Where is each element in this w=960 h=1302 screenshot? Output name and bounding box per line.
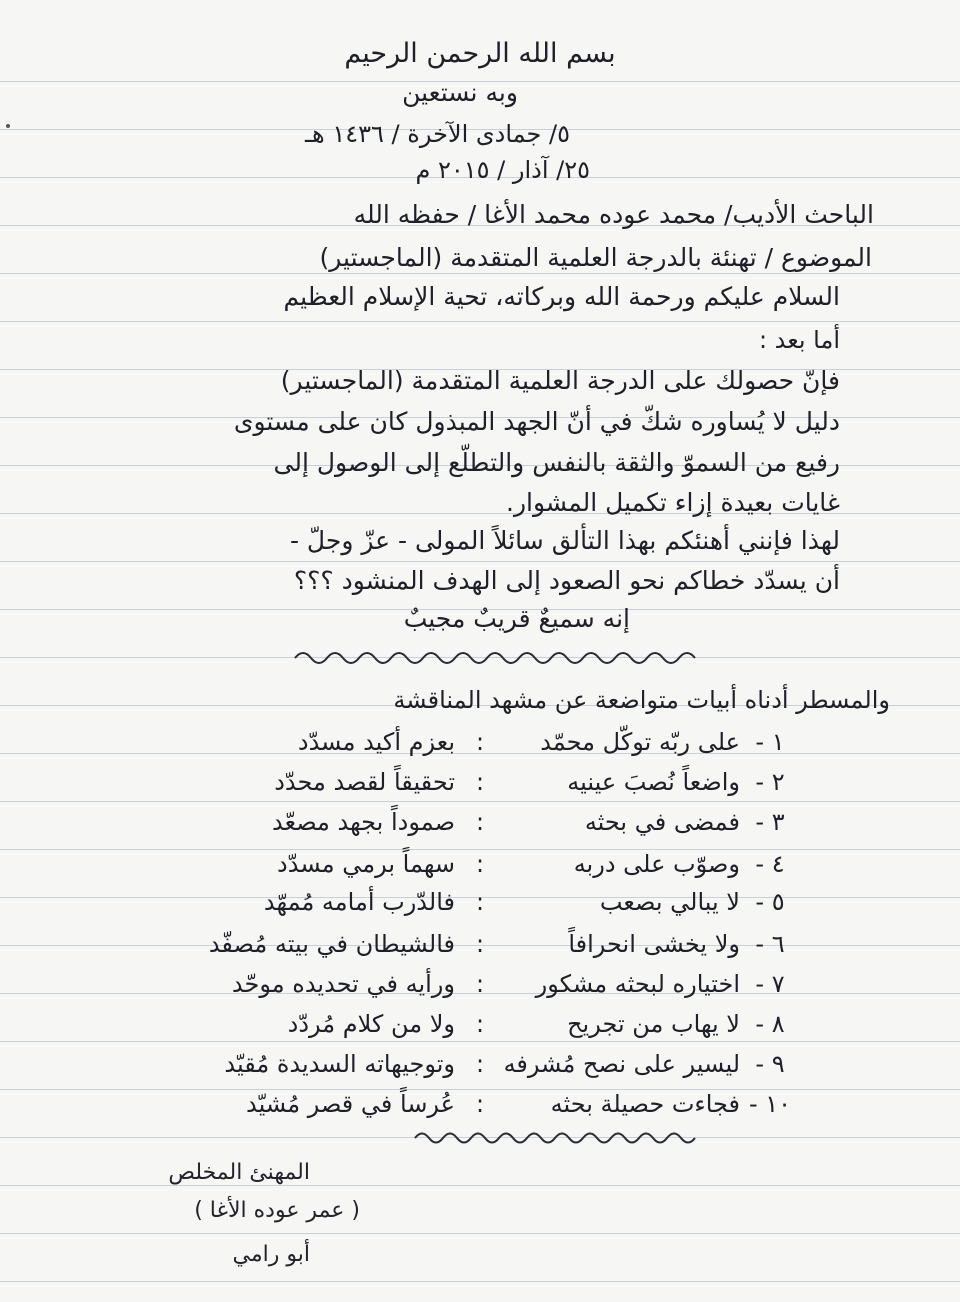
verse-row (140, 970, 800, 1006)
basmala: بسم الله الرحمن الرحيم (344, 38, 616, 69)
verse-first-hemistich: لا يبالي بصعب (599, 888, 740, 916)
verse-first-hemistich: على ربّه توكّل محمّد (540, 728, 740, 756)
verse-row (140, 930, 800, 966)
verses-intro: والمسطر أدناه أبيات متواضعة عن مشهد المناقشة (393, 686, 890, 714)
verse-separator: : (475, 1090, 485, 1118)
verse-first-hemistich: واضعاً نُصبَ عينيه (567, 768, 740, 796)
verse-first-hemistich: وصوّب على دربه (573, 850, 740, 878)
verse-row (140, 1090, 800, 1126)
verse-separator: : (475, 970, 485, 998)
verse-number: ٣ - (755, 808, 785, 836)
verse-second-hemistich: فالشيطان في بيته مُصفّد (208, 930, 455, 958)
verse-separator: : (475, 768, 485, 796)
verse-number: ١٠ - (748, 1090, 792, 1118)
verse-row (140, 1010, 800, 1046)
verse-first-hemistich: فمضى في بحثه (584, 808, 740, 836)
verse-second-hemistich: بعزم أكيد مسدّد (297, 728, 455, 756)
ornament-divider (410, 1124, 700, 1152)
verse-number: ٢ - (755, 768, 785, 796)
body-line: أن يسدّد خطاكم نحو الصعود إلى الهدف المنشود ؟؟؟ (293, 566, 840, 595)
verse-second-hemistich: تحقيقاً لقصد محدّد (274, 768, 455, 796)
gregorian-date: ٢٥/ آذار / ٢٠١٥ م (415, 156, 590, 184)
verse-separator: : (475, 1010, 485, 1038)
hijri-date: ٥/ جمادى الآخرة / ١٤٣٦ هـ (305, 120, 570, 148)
verse-row (140, 728, 800, 764)
verse-row (140, 808, 800, 844)
invocation: وبه نستعين (402, 78, 518, 107)
verse-number: ٨ - (755, 1010, 785, 1038)
verse-second-hemistich: صموداً بجهد مصعّد (272, 808, 455, 836)
verse-row (140, 888, 800, 924)
verse-separator: : (475, 808, 485, 836)
opening-line: أما بعد : (758, 326, 840, 354)
body-line: غايات بعيدة إزاء تكميل المشوار. (506, 488, 840, 517)
subject-line: الموضوع / تهنئة بالدرجة العلمية المتقدمة (الماجستير) (319, 243, 872, 272)
body-line: إنه سميعٌ قريبٌ مجيبٌ (403, 604, 630, 633)
addressee-line: الباحث الأديب/ محمد عوده محمد الأغا / حفظه الله (353, 200, 874, 229)
verse-row (140, 1050, 800, 1086)
verse-first-hemistich: ولا يخشى انحرافاً (568, 930, 740, 958)
verse-second-hemistich: فالدّرب أمامه مُمهّد (263, 888, 455, 916)
verse-number: ٦ - (755, 930, 785, 958)
verse-number: ٧ - (755, 970, 785, 998)
greeting-line: السلام عليكم ورحمة الله وبركاته، تحية الإسلام العظيم (283, 282, 840, 311)
verse-row (140, 768, 800, 804)
verse-number: ٥ - (755, 888, 785, 916)
verse-first-hemistich: ليسير على نصح مُشرفه (503, 1050, 740, 1078)
body-line: فإنّ حصولك على الدرجة العلمية المتقدمة (الماجستير) (280, 366, 840, 395)
verse-number: ٩ - (755, 1050, 785, 1078)
ornament-divider (290, 644, 710, 672)
verse-number: ١ - (755, 728, 785, 756)
verse-second-hemistich: سهماً برمي مسدّد (277, 850, 455, 878)
verse-separator: : (475, 1050, 485, 1078)
verse-second-hemistich: ورأيه في تحديده موحّد (231, 970, 455, 998)
verse-separator: : (475, 850, 485, 878)
verse-second-hemistich: ولا من كلام مُردّد (287, 1010, 455, 1038)
verse-number: ٤ - (755, 850, 785, 878)
verse-first-hemistich: لا يهاب من تجريح (567, 1010, 740, 1038)
verse-separator: : (475, 888, 485, 916)
body-line: لهذا فإنني أهنئكم بهذا التألق سائلاً المولى - عزّ وجلّ - (289, 526, 840, 555)
signature-name: ( عمر عوده الأغا ) (194, 1198, 360, 1223)
signature-kunya: أبو رامي (232, 1242, 310, 1267)
verse-first-hemistich: اختياره لبحثه مشكور (535, 970, 740, 998)
verse-separator: : (475, 728, 485, 756)
signature-title: المهنئ المخلص (168, 1160, 310, 1185)
body-line: رفيع من السموّ والثقة بالنفس والتطلّع إلى الوصول إلى (273, 448, 840, 477)
margin-mark (6, 124, 10, 128)
verse-separator: : (475, 930, 485, 958)
verse-first-hemistich: فجاءت حصيلة بحثه (550, 1090, 740, 1118)
verse-second-hemistich: عُرساً في قصر مُشيّد (246, 1090, 455, 1118)
verse-second-hemistich: وتوجيهاته السديدة مُقيّد (224, 1050, 455, 1078)
verse-row (140, 850, 800, 886)
body-line: دليل لا يُساوره شكّ في أنّ الجهد المبذول كان على مستوى (233, 407, 840, 436)
